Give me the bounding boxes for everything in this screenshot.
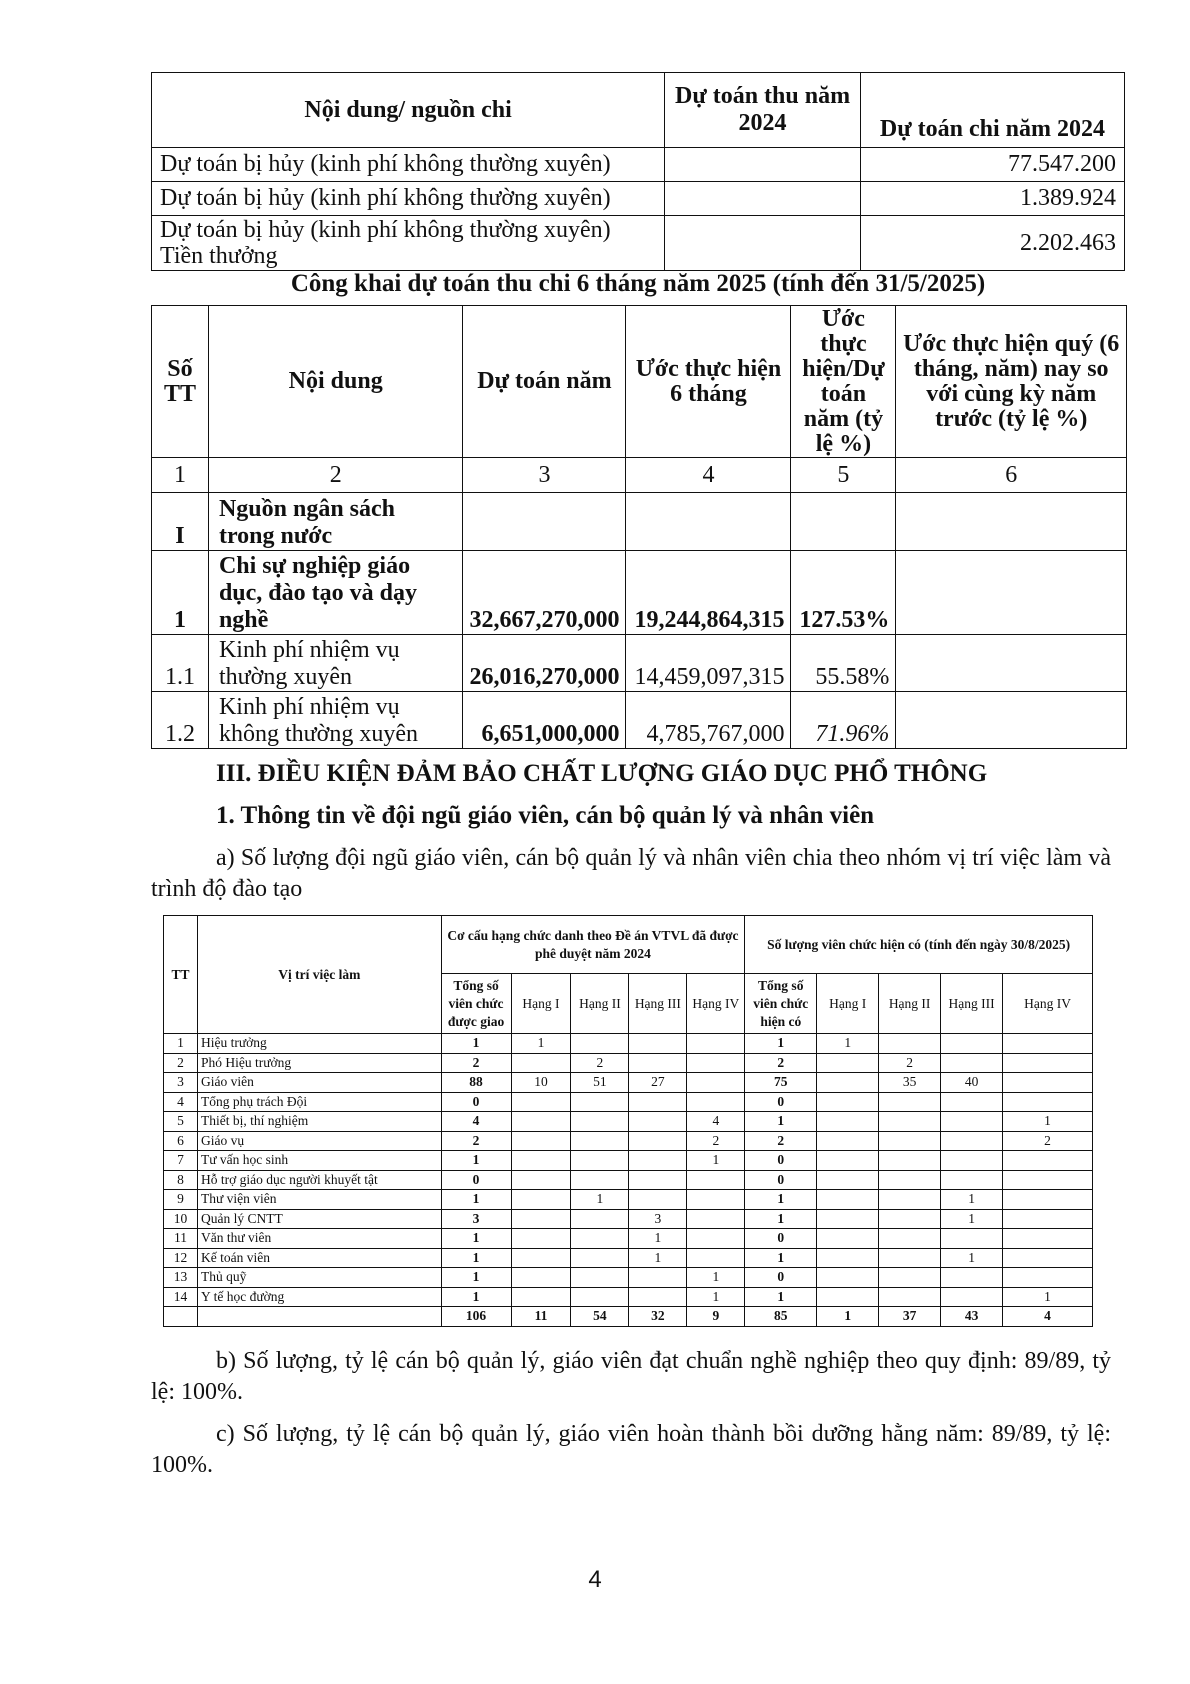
row-annual: 6,651,000,000 <box>463 692 626 749</box>
paragraph-b-text: b) Số lượng, tỷ lệ cán bộ quản lý, giáo viên đạt chuẩn nghề nghiệp theo quy định: 89/89, tỷ lệ: 100%. <box>151 1348 1111 1405</box>
row-value: 1 <box>571 1190 629 1210</box>
row-value <box>941 1112 1003 1132</box>
row-value <box>817 1053 879 1073</box>
row-yoy <box>896 635 1127 692</box>
row-value <box>687 1053 745 1073</box>
row-annual: 32,667,270,000 <box>463 551 626 635</box>
row-value: 1 <box>941 1248 1003 1268</box>
row-value <box>941 1229 1003 1249</box>
row-value <box>629 1151 687 1171</box>
row-value <box>511 1268 571 1288</box>
row-value <box>817 1131 879 1151</box>
row-content: Kinh phí nhiệm vụ thường xuyên <box>208 635 463 692</box>
table-row <box>152 148 1125 182</box>
table-row <box>152 692 1127 749</box>
table-row <box>152 551 1127 635</box>
row-value <box>571 1287 629 1307</box>
row-value <box>941 1170 1003 1190</box>
row-value <box>571 1248 629 1268</box>
row-value <box>687 1248 745 1268</box>
table-row <box>164 1190 1093 1210</box>
row-value <box>571 1112 629 1132</box>
row-value: 40 <box>941 1073 1003 1093</box>
row-value <box>879 1034 941 1054</box>
row-value <box>571 1268 629 1288</box>
row-content-line2: Tiền thưởng <box>160 243 278 269</box>
header-rank: Hạng III <box>629 974 687 1034</box>
staff-table <box>163 915 1093 1327</box>
budget-2025-table <box>151 305 1127 749</box>
row-value <box>879 1151 941 1171</box>
table-row <box>164 1034 1093 1054</box>
row-value: 51 <box>571 1073 629 1093</box>
row-value <box>879 1190 941 1210</box>
row-value <box>511 1151 571 1171</box>
table-row <box>164 1131 1093 1151</box>
header-rank: Hạng I <box>817 974 879 1034</box>
table-row <box>164 1248 1093 1268</box>
header-no: Số TT <box>152 306 209 458</box>
header-tt: TT <box>164 916 198 1034</box>
table-row <box>152 216 1125 271</box>
row-position: Thủ quỹ <box>197 1268 441 1288</box>
row-tt: 2 <box>164 1053 198 1073</box>
table-row <box>152 493 1127 551</box>
row-tt: 9 <box>164 1190 198 1210</box>
col-index: 6 <box>896 458 1127 493</box>
header-estimate: Ước thực hiện 6 tháng <box>626 306 791 458</box>
row-tt: 4 <box>164 1092 198 1112</box>
row-value: 0 <box>441 1170 511 1190</box>
row-value <box>687 1073 745 1093</box>
header-ratio: Ước thực hiện/Dự toán năm (tỷ lệ %) <box>791 306 896 458</box>
staff-table-body <box>164 1034 1093 1307</box>
row-value: 75 <box>745 1073 817 1093</box>
row-value: 3 <box>441 1209 511 1229</box>
row-content: Nguồn ngân sách trong nước <box>208 493 463 551</box>
row-value <box>817 1112 879 1132</box>
header-rank: Hạng I <box>511 974 571 1034</box>
row-value: 2 <box>571 1053 629 1073</box>
row-value <box>879 1287 941 1307</box>
row-value: 2 <box>441 1053 511 1073</box>
row-value <box>817 1151 879 1171</box>
table-row <box>152 635 1127 692</box>
row-value: 0 <box>745 1170 817 1190</box>
row-revenue <box>665 182 861 216</box>
row-tt: 5 <box>164 1112 198 1132</box>
header-annual: Dự toán năm <box>463 306 626 458</box>
row-position: Thiết bị, thí nghiệm <box>197 1112 441 1132</box>
row-value <box>817 1287 879 1307</box>
row-expense: 77.547.200 <box>860 148 1124 182</box>
row-value: 1 <box>441 1034 511 1054</box>
row-value <box>571 1034 629 1054</box>
row-value <box>817 1268 879 1288</box>
row-annual <box>463 493 626 551</box>
section-subheading: 1. Thông tin về đội ngũ giáo viên, cán bộ quản lý và nhân viên <box>216 802 875 829</box>
row-value: 2 <box>441 1131 511 1151</box>
row-value <box>1003 1151 1093 1171</box>
table-header-row <box>152 73 1125 148</box>
row-value: 1 <box>745 1287 817 1307</box>
row-tt: 11 <box>164 1229 198 1249</box>
total-cell: 106 <box>441 1307 511 1327</box>
total-cell: 1 <box>817 1307 879 1327</box>
header-position: Vị trí việc làm <box>197 916 441 1034</box>
table-row <box>164 1112 1093 1132</box>
row-ratio: 71.96% <box>791 692 896 749</box>
row-no: 1 <box>152 551 209 635</box>
header-group-approved: Cơ cấu hạng chức danh theo Đề án VTVL đã được phê duyệt năm 2024 <box>441 916 745 974</box>
budget-2025-title: Công khai dự toán thu chi 6 tháng năm 2025 (tính đến 31/5/2025) <box>290 270 986 297</box>
row-value: 27 <box>629 1073 687 1093</box>
row-value: 2 <box>879 1053 941 1073</box>
totals-tt <box>164 1307 198 1327</box>
col-index: 5 <box>791 458 896 493</box>
row-value <box>511 1170 571 1190</box>
row-value <box>629 1190 687 1210</box>
total-cell: 43 <box>941 1307 1003 1327</box>
row-no: I <box>152 493 209 551</box>
row-value <box>879 1248 941 1268</box>
row-value <box>879 1112 941 1132</box>
row-value: 1 <box>817 1034 879 1054</box>
row-revenue <box>665 148 861 182</box>
row-value <box>1003 1053 1093 1073</box>
row-position: Giáo viên <box>197 1073 441 1093</box>
table-row <box>164 1229 1093 1249</box>
row-value <box>941 1268 1003 1288</box>
header-revenue: Dự toán thu năm 2024 <box>665 73 861 148</box>
row-estimate <box>626 493 791 551</box>
row-value <box>1003 1209 1093 1229</box>
paragraph-b <box>151 1346 1111 1408</box>
row-value: 10 <box>511 1073 571 1093</box>
row-tt: 10 <box>164 1209 198 1229</box>
row-tt: 6 <box>164 1131 198 1151</box>
row-position: Kế toán viên <box>197 1248 441 1268</box>
row-value: 1 <box>441 1190 511 1210</box>
row-tt: 7 <box>164 1151 198 1171</box>
paragraph-c-text: c) Số lượng, tỷ lệ cán bộ quản lý, giáo viên hoàn thành bồi dưỡng hằng năm: 89/89, tỷ lệ: 100%. <box>151 1421 1111 1478</box>
row-value: 1 <box>687 1268 745 1288</box>
header-yoy: Ước thực hiện quý (6 tháng, năm) nay so với cùng kỳ năm trước (tỷ lệ %) <box>896 306 1127 458</box>
row-value <box>879 1170 941 1190</box>
row-yoy <box>896 493 1127 551</box>
row-position: Hỗ trợ giáo dục người khuyết tật <box>197 1170 441 1190</box>
row-value: 0 <box>441 1092 511 1112</box>
row-value: 4 <box>441 1112 511 1132</box>
row-value <box>879 1209 941 1229</box>
row-tt: 1 <box>164 1034 198 1054</box>
row-value <box>817 1209 879 1229</box>
total-cell: 4 <box>1003 1307 1093 1327</box>
table-row <box>152 182 1125 216</box>
row-position: Giáo vụ <box>197 1131 441 1151</box>
row-value <box>879 1268 941 1288</box>
row-value <box>687 1034 745 1054</box>
row-value <box>817 1170 879 1190</box>
row-value: 4 <box>687 1112 745 1132</box>
totals-label <box>197 1307 441 1327</box>
row-value <box>511 1209 571 1229</box>
row-position: Y tế học đường <box>197 1287 441 1307</box>
row-value <box>1003 1229 1093 1249</box>
table-row <box>164 1209 1093 1229</box>
row-yoy <box>896 551 1127 635</box>
row-value: 0 <box>745 1092 817 1112</box>
row-ratio <box>791 493 896 551</box>
row-yoy <box>896 692 1127 749</box>
page-number: 4 <box>588 1566 602 1593</box>
row-value <box>1003 1170 1093 1190</box>
row-no: 1.1 <box>152 635 209 692</box>
row-value: 1 <box>441 1229 511 1249</box>
row-value: 1 <box>941 1190 1003 1210</box>
row-value <box>1003 1268 1093 1288</box>
header-total-current: Tổng số viên chức hiện có <box>745 974 817 1034</box>
row-value: 1 <box>1003 1287 1093 1307</box>
row-value <box>879 1229 941 1249</box>
row-expense: 1.389.924 <box>860 182 1124 216</box>
row-value <box>1003 1073 1093 1093</box>
row-value <box>629 1268 687 1288</box>
row-value: 1 <box>745 1034 817 1054</box>
row-value <box>687 1190 745 1210</box>
budget-2024-table <box>151 72 1125 271</box>
table-row <box>164 1073 1093 1093</box>
row-value: 1 <box>441 1248 511 1268</box>
row-estimate: 14,459,097,315 <box>626 635 791 692</box>
total-cell: 11 <box>511 1307 571 1327</box>
row-tt: 12 <box>164 1248 198 1268</box>
row-value <box>817 1073 879 1093</box>
row-value: 2 <box>687 1131 745 1151</box>
col-index: 3 <box>463 458 626 493</box>
table-header-row <box>152 306 1127 458</box>
row-value <box>941 1151 1003 1171</box>
header-rank: Hạng II <box>879 974 941 1034</box>
row-value: 2 <box>1003 1131 1093 1151</box>
row-position: Phó Hiệu trưởng <box>197 1053 441 1073</box>
row-tt: 3 <box>164 1073 198 1093</box>
row-value <box>941 1131 1003 1151</box>
row-value <box>1003 1248 1093 1268</box>
row-value <box>817 1092 879 1112</box>
row-value <box>511 1112 571 1132</box>
row-value: 1 <box>745 1248 817 1268</box>
row-tt: 14 <box>164 1287 198 1307</box>
row-value <box>571 1092 629 1112</box>
col-index: 4 <box>626 458 791 493</box>
paragraph-a <box>151 843 1111 905</box>
row-value <box>941 1092 1003 1112</box>
row-value: 2 <box>745 1053 817 1073</box>
row-value: 3 <box>629 1209 687 1229</box>
row-position: Tư vấn học sinh <box>197 1151 441 1171</box>
row-value <box>1003 1034 1093 1054</box>
row-ratio: 127.53% <box>791 551 896 635</box>
row-value: 1 <box>511 1034 571 1054</box>
header-total-assigned: Tổng số viên chức được giao <box>441 974 511 1034</box>
row-position: Tổng phụ trách Đội <box>197 1092 441 1112</box>
row-value <box>629 1131 687 1151</box>
row-value: 1 <box>629 1229 687 1249</box>
row-value: 2 <box>745 1131 817 1151</box>
total-cell: 32 <box>629 1307 687 1327</box>
row-value: 88 <box>441 1073 511 1093</box>
row-value <box>879 1092 941 1112</box>
row-value <box>629 1287 687 1307</box>
total-cell: 85 <box>745 1307 817 1327</box>
row-ratio: 55.58% <box>791 635 896 692</box>
table-row <box>164 1053 1093 1073</box>
row-value <box>571 1151 629 1171</box>
table-row <box>164 1151 1093 1171</box>
total-cell: 54 <box>571 1307 629 1327</box>
total-cell: 37 <box>879 1307 941 1327</box>
row-estimate: 19,244,864,315 <box>626 551 791 635</box>
table-row <box>164 1268 1093 1288</box>
col-index: 2 <box>208 458 463 493</box>
row-content-line1: Dự toán bị hủy (kinh phí không thường xuyên) <box>160 217 611 243</box>
section-heading: III. ĐIỀU KIỆN ĐẢM BẢO CHẤT LƯỢNG GIÁO DỤC PHỔ THÔNG <box>216 760 988 787</box>
table-row <box>164 1092 1093 1112</box>
row-value <box>511 1229 571 1249</box>
row-value <box>1003 1092 1093 1112</box>
col-index: 1 <box>152 458 209 493</box>
row-value <box>687 1209 745 1229</box>
row-value: 35 <box>879 1073 941 1093</box>
total-cell: 9 <box>687 1307 745 1327</box>
row-value: 1 <box>745 1190 817 1210</box>
row-value <box>629 1092 687 1112</box>
row-value <box>511 1190 571 1210</box>
row-position: Quản lý CNTT <box>197 1209 441 1229</box>
row-value: 0 <box>745 1229 817 1249</box>
row-value <box>571 1209 629 1229</box>
row-value <box>571 1131 629 1151</box>
paragraph-c <box>151 1419 1111 1481</box>
row-value: 1 <box>687 1287 745 1307</box>
row-value <box>629 1170 687 1190</box>
row-value <box>511 1287 571 1307</box>
row-position: Văn thư viên <box>197 1229 441 1249</box>
row-value <box>629 1053 687 1073</box>
row-value <box>571 1170 629 1190</box>
row-value: 0 <box>745 1151 817 1171</box>
row-position: Thư viện viên <box>197 1190 441 1210</box>
row-value <box>941 1287 1003 1307</box>
header-rank: Hạng II <box>571 974 629 1034</box>
header-group-current: Số lượng viên chức hiện có (tính đến ngày 30/8/2025) <box>745 916 1093 974</box>
row-value <box>941 1053 1003 1073</box>
row-value <box>511 1053 571 1073</box>
row-annual: 26,016,270,000 <box>463 635 626 692</box>
row-revenue <box>665 216 861 271</box>
header-rank: Hạng IV <box>1003 974 1093 1034</box>
row-position: Hiệu trưởng <box>197 1034 441 1054</box>
header-expense: Dự toán chi năm 2024 <box>860 73 1124 148</box>
row-tt: 8 <box>164 1170 198 1190</box>
row-value: 1 <box>629 1248 687 1268</box>
paragraph-a-text: a) Số lượng đội ngũ giáo viên, cán bộ quản lý và nhân viên chia theo nhóm vị trí việc làm và trình độ đào tạo <box>151 845 1111 902</box>
row-value <box>571 1229 629 1249</box>
row-value <box>511 1248 571 1268</box>
row-content <box>152 216 665 271</box>
row-value: 0 <box>745 1268 817 1288</box>
row-value <box>511 1092 571 1112</box>
table-header-row <box>164 916 1093 974</box>
column-index-row <box>152 458 1127 493</box>
table-row <box>164 1170 1093 1190</box>
totals-row <box>164 1307 1093 1327</box>
row-content: Chi sự nghiệp giáo dục, đào tạo và dạy nghề <box>208 551 463 635</box>
row-content: Kinh phí nhiệm vụ không thường xuyên <box>208 692 463 749</box>
row-value <box>879 1131 941 1151</box>
row-value: 1 <box>745 1112 817 1132</box>
header-rank: Hạng III <box>941 974 1003 1034</box>
row-value <box>817 1248 879 1268</box>
row-value: 1 <box>441 1287 511 1307</box>
header-content: Nội dung <box>208 306 463 458</box>
row-value <box>687 1170 745 1190</box>
row-value <box>629 1034 687 1054</box>
header-rank: Hạng IV <box>687 974 745 1034</box>
row-expense: 2.202.463 <box>860 216 1124 271</box>
row-value <box>511 1131 571 1151</box>
row-value: 1 <box>687 1151 745 1171</box>
row-value <box>687 1092 745 1112</box>
row-value <box>817 1229 879 1249</box>
row-value: 1 <box>441 1151 511 1171</box>
row-value <box>687 1229 745 1249</box>
row-value <box>941 1034 1003 1054</box>
row-value: 1 <box>941 1209 1003 1229</box>
row-content: Dự toán bị hủy (kinh phí không thường xuyên) <box>152 148 665 182</box>
row-content: Dự toán bị hủy (kinh phí không thường xuyên) <box>152 182 665 216</box>
row-value <box>1003 1190 1093 1210</box>
row-value <box>817 1190 879 1210</box>
row-value <box>629 1112 687 1132</box>
row-value: 1 <box>745 1209 817 1229</box>
row-estimate: 4,785,767,000 <box>626 692 791 749</box>
row-no: 1.2 <box>152 692 209 749</box>
row-value: 1 <box>441 1268 511 1288</box>
row-value: 1 <box>1003 1112 1093 1132</box>
table-row <box>164 1287 1093 1307</box>
row-tt: 13 <box>164 1268 198 1288</box>
header-content: Nội dung/ nguồn chi <box>152 73 665 148</box>
